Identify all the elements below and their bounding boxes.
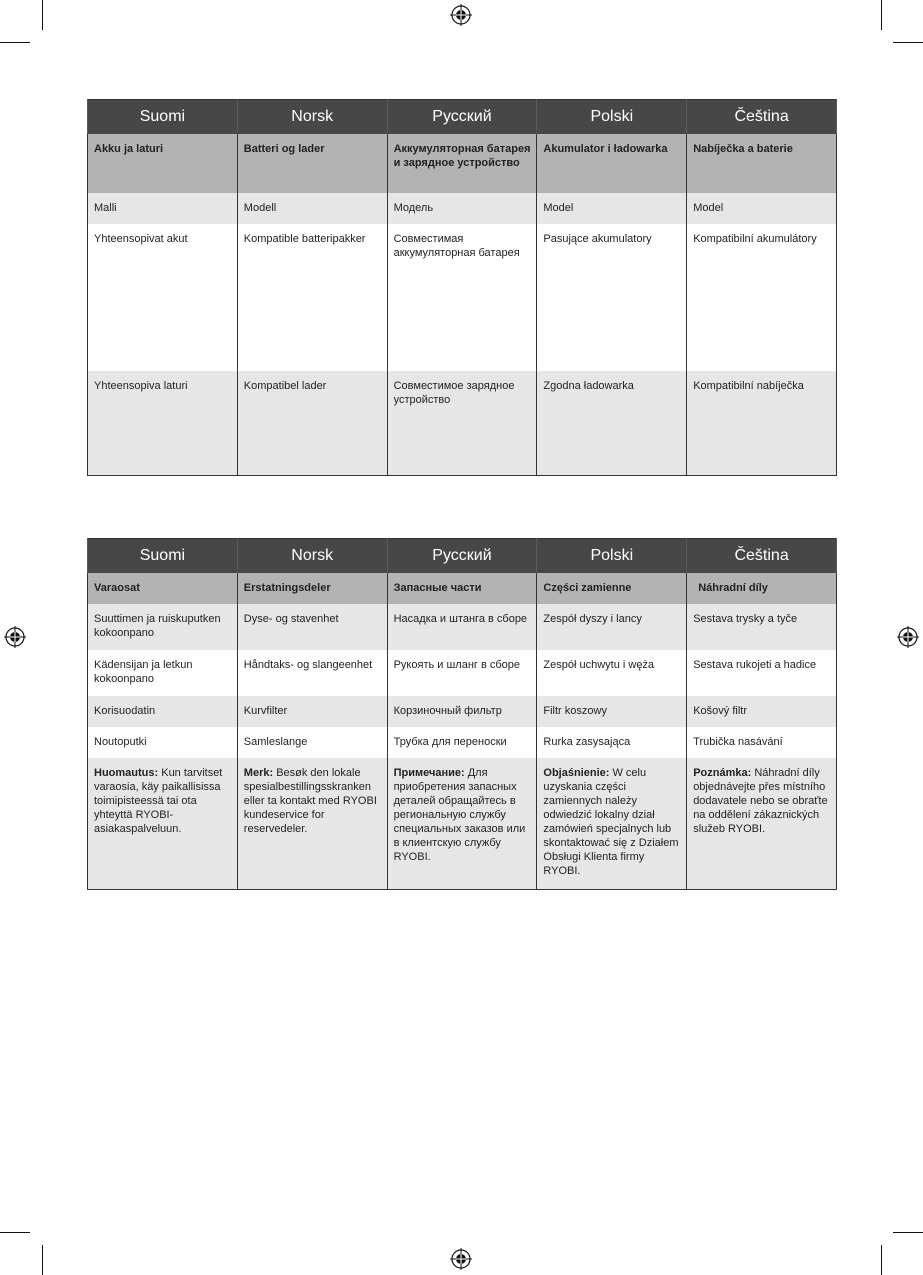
header-cell: Čeština xyxy=(687,100,837,135)
table-row xyxy=(88,727,837,758)
table-cell: Sestava rukojeti a hadice xyxy=(687,650,837,696)
table-cell: Model xyxy=(687,193,837,224)
battery-charger-table xyxy=(87,99,837,476)
note-row xyxy=(88,758,837,889)
table-row xyxy=(88,604,837,650)
header-cell: Русский xyxy=(387,100,537,135)
table-row xyxy=(88,650,837,696)
section-title-row xyxy=(88,134,837,193)
note-text: Kun tarvitset varaosia, käy paikallisissa toimipisteessä tai ota yhteyttä RYOBI-asiakaspalveluun. xyxy=(94,767,223,835)
title-cell: Batteri og lader xyxy=(237,134,387,193)
crop-mark xyxy=(0,42,30,43)
title-cell: Części zamienne xyxy=(537,573,687,604)
crop-mark xyxy=(42,0,43,30)
crop-mark xyxy=(0,1232,30,1233)
spare-parts-table xyxy=(87,538,837,890)
table-cell: Noutoputki xyxy=(88,727,238,758)
table-cell: Совместимая аккумуляторная батарея xyxy=(387,224,537,371)
registration-mark-icon xyxy=(450,1248,472,1270)
title-cell: Varaosat xyxy=(88,573,238,604)
table-cell: Samleslange xyxy=(237,727,387,758)
table-cell: Malli xyxy=(88,193,238,224)
note-label: Huomautus: xyxy=(94,767,159,779)
table-cell: Trubička nasávání xyxy=(687,727,837,758)
crop-mark xyxy=(893,1232,923,1233)
table-cell: Yhteensopiva laturi xyxy=(88,371,238,475)
table-cell: Suuttimen ja ruiskuputken kokoonpano xyxy=(88,604,238,650)
table-cell: Kurvfilter xyxy=(237,696,387,727)
language-header-row xyxy=(88,539,837,574)
table-cell: Kompatibilní akumulátory xyxy=(687,224,837,371)
crop-mark xyxy=(42,1245,43,1275)
table-cell: Kompatible batteripakker xyxy=(237,224,387,371)
header-cell: Norsk xyxy=(237,539,387,574)
crop-mark xyxy=(881,1245,882,1275)
table-cell: Dyse- og stavenhet xyxy=(237,604,387,650)
note-text: Besøk den lokale spesialbestillingsskranken eller ta kontakt med RYOBI kundeservice for reservedeler. xyxy=(243,767,377,835)
table-row xyxy=(88,696,837,727)
table-cell: Kompatibilní nabíječka xyxy=(687,371,837,475)
table-cell: Kompatibel lader xyxy=(237,371,387,475)
title-cell: Запасные части xyxy=(387,573,537,604)
crop-mark xyxy=(893,42,923,43)
title-cell: Akku ja laturi xyxy=(88,134,238,193)
header-cell: Suomi xyxy=(88,539,238,574)
header-cell: Norsk xyxy=(237,100,387,135)
table-cell: Zgodna ładowarka xyxy=(537,371,687,475)
header-cell: Suomi xyxy=(88,100,238,135)
note-text: Для приобретения запасных деталей обращайтесь в региональную службу специальных заказов или в клиентскую службу RYOBI. xyxy=(393,767,526,863)
note-cell xyxy=(537,758,687,889)
header-cell: Čeština xyxy=(687,539,837,574)
table-cell: Трубка для переноски xyxy=(387,727,537,758)
table-cell: Модель xyxy=(387,193,537,224)
crop-mark xyxy=(881,0,882,30)
title-cell: Erstatningsdeler xyxy=(237,573,387,604)
table-cell: Modell xyxy=(237,193,387,224)
table-cell: Рукоять и шланг в сборе xyxy=(387,650,537,696)
table-row xyxy=(88,224,837,371)
table-cell: Корзиночный фильтр xyxy=(387,696,537,727)
title-cell: Náhradní díly xyxy=(687,573,837,604)
note-label: Примечание: xyxy=(393,767,465,779)
title-cell: Nabíječka a baterie xyxy=(687,134,837,193)
table-cell: Sestava trysky a tyče xyxy=(687,604,837,650)
registration-mark-icon xyxy=(450,4,472,26)
registration-mark-icon xyxy=(897,626,919,648)
table-cell: Rurka zasysająca xyxy=(537,727,687,758)
note-cell xyxy=(88,758,238,889)
note-label: Objaśnienie: xyxy=(543,767,610,779)
section-title-row xyxy=(88,573,837,604)
table-cell: Zespół dyszy i lancy xyxy=(537,604,687,650)
title-cell: Akumulator i ładowarka xyxy=(537,134,687,193)
note-cell xyxy=(387,758,537,889)
note-cell xyxy=(237,758,387,889)
table-cell: Model xyxy=(537,193,687,224)
table-cell: Korisuodatin xyxy=(88,696,238,727)
table-cell: Košový filtr xyxy=(687,696,837,727)
header-cell: Polski xyxy=(537,539,687,574)
registration-mark-icon xyxy=(4,626,26,648)
note-text: Náhradní díly objednávejte přes místního dodavatele nebo se obraťte na oddělení zákaznických služeb RYOBI. xyxy=(693,767,828,835)
note-cell xyxy=(687,758,837,889)
language-header-row xyxy=(88,100,837,135)
header-cell: Русский xyxy=(387,539,537,574)
table-cell: Håndtaks- og slangeenhet xyxy=(237,650,387,696)
table-cell: Насадка и штанга в сборе xyxy=(387,604,537,650)
table-cell: Совместимое зарядное устройство xyxy=(387,371,537,475)
table-row xyxy=(88,371,837,475)
table-cell: Kädensijan ja letkun kokoonpano xyxy=(88,650,238,696)
table-cell: Filtr koszowy xyxy=(537,696,687,727)
header-cell: Polski xyxy=(537,100,687,135)
note-label: Merk: xyxy=(243,767,274,779)
table-cell: Yhteensopivat akut xyxy=(88,224,238,371)
table-cell: Pasujące akumulatory xyxy=(537,224,687,371)
title-cell: Аккумуляторная батарея и зарядное устройство xyxy=(387,134,537,193)
table-row xyxy=(88,193,837,224)
table-cell: Zespół uchwytu i węża xyxy=(537,650,687,696)
note-text: W celu uzyskania części zamiennych należy odwiedzić lokalny dział zamówień specjalnych lub skontaktować się z Działem Obsługi Klienta firmy RYOBI. xyxy=(543,767,679,877)
note-label: Poznámka: xyxy=(693,767,752,779)
